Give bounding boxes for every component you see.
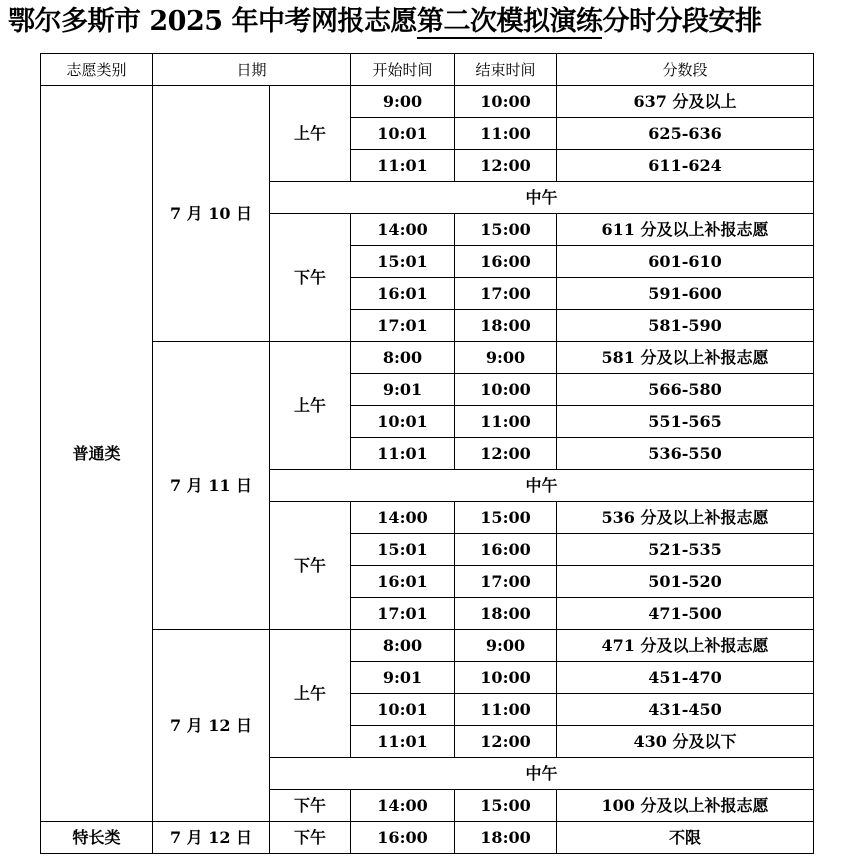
end-time-cell: 9:00 bbox=[455, 630, 557, 662]
start-time-cell: 14:00 bbox=[351, 502, 455, 534]
header-start-time: 开始时间 bbox=[351, 54, 455, 86]
score-range-cell: 625-636 bbox=[557, 118, 814, 150]
special-category-row bbox=[41, 822, 814, 854]
score-range-cell: 581-590 bbox=[557, 310, 814, 342]
score-range-cell: 431-450 bbox=[557, 694, 814, 726]
score-range-cell: 601-610 bbox=[557, 246, 814, 278]
period-cell: 下午 bbox=[270, 214, 351, 342]
end-time-cell: 17:00 bbox=[455, 278, 557, 310]
category-cell: 特长类 bbox=[41, 822, 153, 854]
start-time-cell: 14:00 bbox=[351, 214, 455, 246]
title-part-3: 分时分段安排 bbox=[602, 6, 762, 37]
start-time-cell: 17:01 bbox=[351, 598, 455, 630]
end-time-cell: 16:00 bbox=[455, 246, 557, 278]
score-range-cell: 566-580 bbox=[557, 374, 814, 406]
end-time-cell: 10:00 bbox=[455, 374, 557, 406]
date-cell: 7 月 10 日 bbox=[153, 86, 270, 342]
end-time-cell: 18:00 bbox=[455, 822, 557, 854]
period-cell: 上午 bbox=[270, 342, 351, 470]
start-time-cell: 10:01 bbox=[351, 118, 455, 150]
noon-break-cell: 中午 bbox=[270, 470, 814, 502]
schedule-row bbox=[41, 86, 814, 118]
date-cell: 7 月 11 日 bbox=[153, 342, 270, 630]
start-time-cell: 17:01 bbox=[351, 310, 455, 342]
end-time-cell: 10:00 bbox=[455, 662, 557, 694]
score-range-cell: 471 分及以上补报志愿 bbox=[557, 630, 814, 662]
period-cell: 下午 bbox=[270, 790, 351, 822]
score-range-cell: 430 分及以下 bbox=[557, 726, 814, 758]
start-time-cell: 9:01 bbox=[351, 374, 455, 406]
score-range-cell: 581 分及以上补报志愿 bbox=[557, 342, 814, 374]
start-time-cell: 10:01 bbox=[351, 694, 455, 726]
score-range-cell: 611 分及以上补报志愿 bbox=[557, 214, 814, 246]
schedule-row bbox=[41, 342, 814, 374]
score-range-cell: 451-470 bbox=[557, 662, 814, 694]
period-cell: 上午 bbox=[270, 86, 351, 182]
period-cell: 下午 bbox=[270, 822, 351, 854]
end-time-cell: 15:00 bbox=[455, 502, 557, 534]
score-range-cell: 536-550 bbox=[557, 438, 814, 470]
score-range-cell: 611-624 bbox=[557, 150, 814, 182]
end-time-cell: 11:00 bbox=[455, 118, 557, 150]
end-time-cell: 12:00 bbox=[455, 150, 557, 182]
end-time-cell: 12:00 bbox=[455, 726, 557, 758]
end-time-cell: 15:00 bbox=[455, 790, 557, 822]
start-time-cell: 9:01 bbox=[351, 662, 455, 694]
start-time-cell: 16:00 bbox=[351, 822, 455, 854]
start-time-cell: 16:01 bbox=[351, 566, 455, 598]
schedule-body bbox=[41, 54, 814, 854]
end-time-cell: 11:00 bbox=[455, 406, 557, 438]
header-end-time: 结束时间 bbox=[455, 54, 557, 86]
header-date: 日期 bbox=[153, 54, 351, 86]
page-title bbox=[0, 0, 850, 44]
start-time-cell: 8:00 bbox=[351, 630, 455, 662]
end-time-cell: 12:00 bbox=[455, 438, 557, 470]
end-time-cell: 11:00 bbox=[455, 694, 557, 726]
score-range-cell: 551-565 bbox=[557, 406, 814, 438]
start-time-cell: 10:01 bbox=[351, 406, 455, 438]
schedule-row bbox=[41, 630, 814, 662]
end-time-cell: 18:00 bbox=[455, 310, 557, 342]
header-category: 志愿类别 bbox=[41, 54, 153, 86]
noon-break-cell: 中午 bbox=[270, 758, 814, 790]
date-cell: 7 月 12 日 bbox=[153, 822, 270, 854]
score-range-cell: 637 分及以上 bbox=[557, 86, 814, 118]
noon-break-cell: 中午 bbox=[270, 182, 814, 214]
date-cell: 7 月 12 日 bbox=[153, 630, 270, 822]
start-time-cell: 14:00 bbox=[351, 790, 455, 822]
start-time-cell: 16:01 bbox=[351, 278, 455, 310]
start-time-cell: 11:01 bbox=[351, 438, 455, 470]
score-range-cell: 521-535 bbox=[557, 534, 814, 566]
score-range-cell: 471-500 bbox=[557, 598, 814, 630]
start-time-cell: 11:01 bbox=[351, 150, 455, 182]
start-time-cell: 8:00 bbox=[351, 342, 455, 374]
score-range-cell: 591-600 bbox=[557, 278, 814, 310]
end-time-cell: 10:00 bbox=[455, 86, 557, 118]
score-range-cell: 536 分及以上补报志愿 bbox=[557, 502, 814, 534]
start-time-cell: 15:01 bbox=[351, 246, 455, 278]
end-time-cell: 15:00 bbox=[455, 214, 557, 246]
title-underlined-part: 第二次模拟演练 bbox=[416, 6, 603, 37]
end-time-cell: 16:00 bbox=[455, 534, 557, 566]
end-time-cell: 17:00 bbox=[455, 566, 557, 598]
end-time-cell: 18:00 bbox=[455, 598, 557, 630]
score-range-cell: 不限 bbox=[557, 822, 814, 854]
period-cell: 上午 bbox=[270, 630, 351, 758]
header-score-range: 分数段 bbox=[557, 54, 814, 86]
period-cell: 下午 bbox=[270, 502, 351, 630]
start-time-cell: 15:01 bbox=[351, 534, 455, 566]
title-part-1: 鄂尔多斯市 2025 年中考网报志愿 bbox=[8, 6, 417, 37]
start-time-cell: 11:01 bbox=[351, 726, 455, 758]
score-range-cell: 100 分及以上补报志愿 bbox=[557, 790, 814, 822]
header-row bbox=[41, 54, 814, 86]
score-range-cell: 501-520 bbox=[557, 566, 814, 598]
end-time-cell: 9:00 bbox=[455, 342, 557, 374]
schedule-table bbox=[40, 53, 814, 854]
category-cell: 普通类 bbox=[41, 86, 153, 822]
start-time-cell: 9:00 bbox=[351, 86, 455, 118]
